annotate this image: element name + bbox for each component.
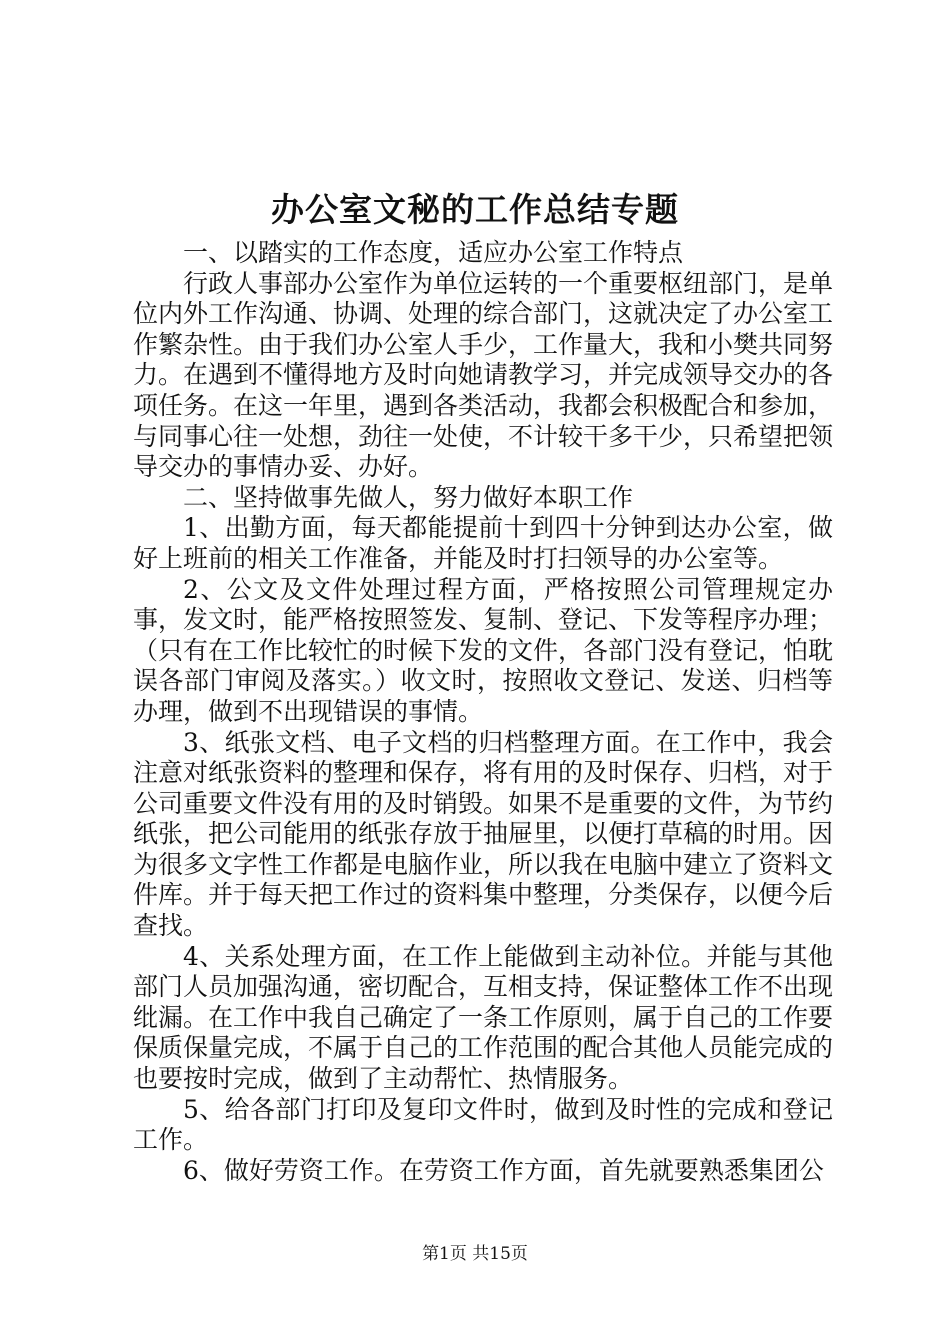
paragraph: 4、关系处理方面，在工作上能做到主动补位。并能与其他部门人员加强沟通，密切配合，互相支持，保证整体工作不出现纰漏。在工作中我自己确定了一条工作原则，属于自己的工作要保质保量完成，不属于自己的工作范围的配合其他人员能完成的也要按时完成，做到了主动帮忙、热情服务。 bbox=[133, 941, 834, 1094]
paragraph: 1、出勤方面，每天都能提前十到四十分钟到达办公室，做好上班前的相关工作准备，并能及时打扫领导的办公室等。 bbox=[133, 513, 833, 573]
page-number-footer: 第1页 共15页 bbox=[422, 1244, 528, 1264]
section-heading: 一、以踏实的工作态度，适应办公室工作特点 bbox=[183, 238, 684, 267]
paragraph: 行政人事部办公室作为单位运转的一个重要枢纽部门，是单位内外工作沟通、协调、处理的综合部门，这就决定了办公室工作繁杂性。由于我们办公室人手少，工作量大，我和小樊共同努力。在遇到不懂得地方及时向她请教学习，并完成领导交办的各项任务。在这一年里，遇到各类活动，我都会积极配合和参加，与同事心往一处想，劲往一处使，不计较干多干少，只希望把领导交办的事情办妥、办好。 bbox=[133, 268, 834, 482]
paragraph: 5、给各部门打印及复印文件时，做到及时性的完成和登记工作。 bbox=[133, 1094, 833, 1155]
paragraph: 2、公文及文件处理过程方面，严格按照公司管理规定办事，发文时，能严格按照签发、复制、登记、下发等程序办理；（只有在工作比较忙的时候下发的文件，各部门没有登记，怕耽误各部门审阅及落实。）收文时，按照收文登记、发送、归档等办理，做到不出现错误的事情。 bbox=[133, 574, 834, 726]
paragraph: 6、做好劳资工作。在劳资工作方面，首先就要熟悉集团公 bbox=[183, 1155, 824, 1185]
paragraph: 3、纸张文档、电子文档的归档整理方面。在工作中，我会注意对纸张资料的整理和保存，将有用的及时保存、归档，对于公司重要文件没有用的及时销毁。如果不是重要的文件，为节约纸张，把公司能用的纸张存放于抽屉里，以便打草稿的时用。因为很多文字性工作都是电脑作业，所以我在电脑中建立了资料文件库。并于每天把工作过的资料集中整理，分类保存，以便今后查找。 bbox=[133, 727, 834, 941]
document-title: 办公室文秘的工作总结专题 bbox=[271, 190, 679, 229]
section-heading: 二、坚持做事先做人，努力做好本职工作 bbox=[183, 482, 634, 512]
document-body bbox=[133, 238, 833, 1186]
